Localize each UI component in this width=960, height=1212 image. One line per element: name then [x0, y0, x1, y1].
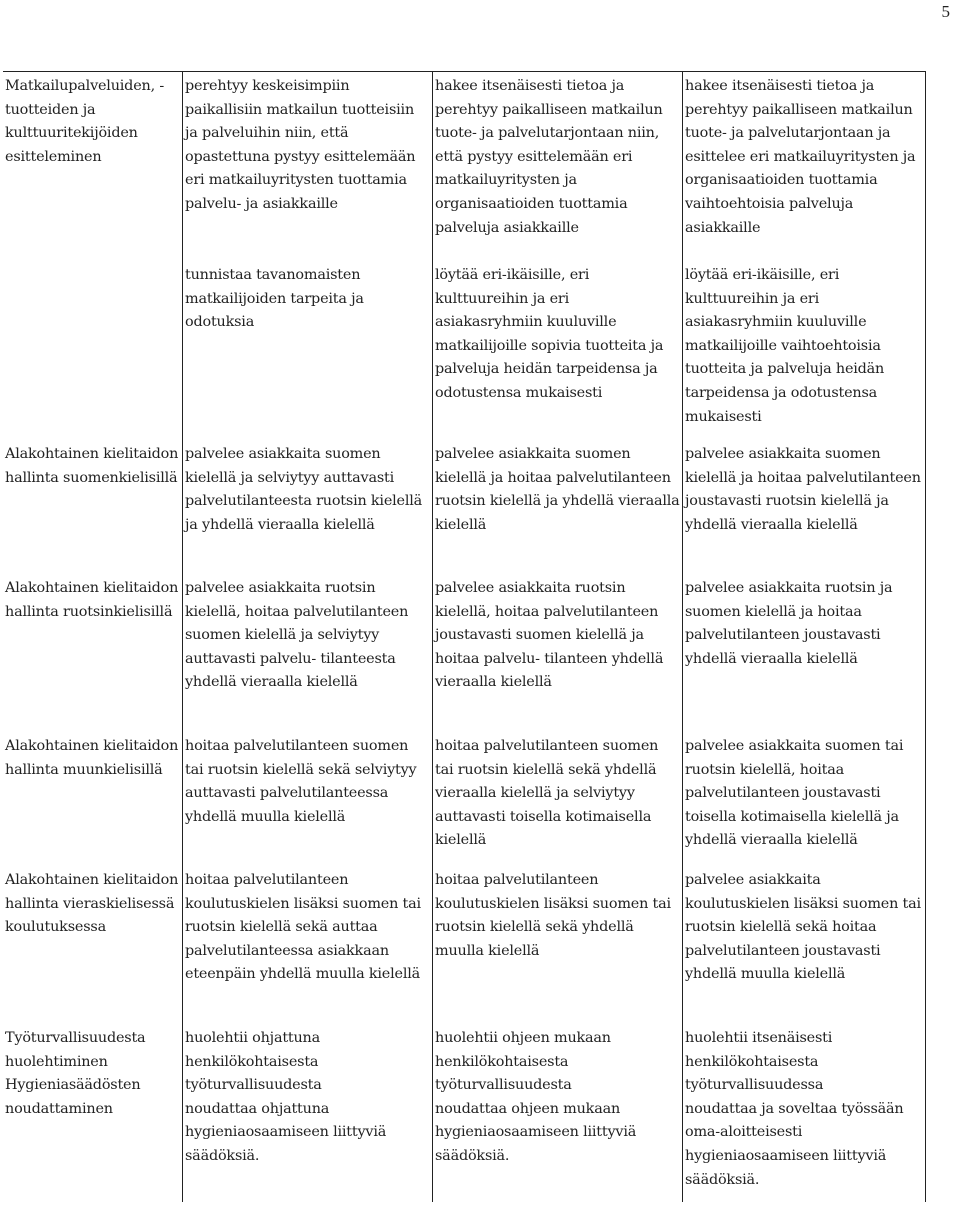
cell-level-1: hoitaa palvelutilanteen koulutuskielen lisäksi suomen tai ruotsin kielellä sekä auttaa palvelutilanteessa asiakkaan eteenpäin yhdellä muulla kielellä [183, 866, 433, 1024]
table-row [3, 866, 926, 1024]
table-row [3, 261, 926, 440]
cell-level-1: tunnistaa tavanomaisten matkailijoiden tarpeita ja odotuksia [183, 261, 433, 440]
table-row [3, 732, 926, 866]
cell-text: huolehtii itsenäisesti henkilökohtaisesta työturvallisuudessa [685, 1030, 833, 1094]
table-row [3, 72, 926, 262]
cell-level-2: hakee itsenäisesti tietoa ja perehtyy paikalliseen matkailun tuote- ja palvelutarjontaan niin, että pystyy esittelemään eri matkailuyritysten ja organisaatioiden tuottamia palveluja asiakkaille [433, 72, 683, 262]
table-row [3, 574, 926, 732]
cell-level-1: hoitaa palvelutilanteen suomen tai ruotsin kielellä sekä selviytyy auttavasti palvelutilanteessa yhdellä muulla kielellä [183, 732, 433, 866]
table-row [3, 1024, 926, 1202]
row-label [3, 261, 183, 440]
cell-text: noudattaa ja soveltaa työssään oma-aloitteisesti hygieniaosaamiseen liittyviä säädöksiä. [685, 1100, 904, 1188]
row-label: Alakohtainen kielitaidon hallinta suomenkielisillä [5, 446, 179, 486]
cell-level-3: palvelee asiakkaita suomen tai ruotsin kielellä, hoitaa palvelutilanteen joustavasti toisella kotimaisella kielellä ja yhdellä vieraalla kielellä [683, 732, 926, 866]
cell-level-3 [683, 1024, 926, 1202]
cell-level-3: palvelee asiakkaita suomen kielellä ja hoitaa palvelutilanteen joustavasti ruotsin kielellä ja yhdellä vieraalla kielellä [683, 440, 926, 574]
cell-level-3: hakee itsenäisesti tietoa ja perehtyy paikalliseen matkailun tuote- ja palvelutarjontaan ja esittelee eri matkailuyritysten ja organisaatioiden tuottamia vaihtoehtoisia palveluja asiakkaille [683, 72, 926, 262]
table-row [3, 440, 926, 574]
cell-level-2: hoitaa palvelutilanteen koulutuskielen lisäksi suomen tai ruotsin kielellä sekä yhdellä muulla kielellä [433, 866, 683, 1024]
row-label: Hygieniasäädösten noudattaminen [5, 1077, 141, 1117]
cell-level-1: palvelee asiakkaita suomen kielellä ja selviytyy auttavasti palvelutilanteesta ruotsin kielellä ja yhdellä vieraalla kielellä [183, 440, 433, 574]
cell-level-3: palvelee asiakkaita koulutuskielen lisäksi suomen tai ruotsin kielellä sekä hoitaa palvelutilanteen joustavasti yhdellä muulla kielellä [683, 866, 926, 1024]
row-label: Alakohtainen kielitaidon hallinta ruotsinkielisillä [5, 580, 179, 620]
cell-level-2: löytää eri-ikäisille, eri kulttuureihin ja eri asiakasryhmiin kuuluville matkailijoille sopivia tuotteita ja palveluja heidän tarpeidensa ja odotustensa mukaisesti [433, 261, 683, 440]
page-number: 5 [941, 2, 950, 21]
cell-text: huolehtii ohjeen mukaan henkilökohtaisesta työturvallisuudesta [435, 1030, 611, 1094]
row-label: Alakohtainen kielitaidon hallinta muunkielisillä [5, 738, 179, 778]
cell-level-2: hoitaa palvelutilanteen suomen tai ruotsin kielellä sekä yhdellä vieraalla kielellä ja selviytyy auttavasti toisella kotimaisella kielellä [433, 732, 683, 866]
cell-level-3: palvelee asiakkaita ruotsin ja suomen kielellä ja hoitaa palvelutilanteen joustavasti yhdellä vieraalla kielellä [683, 574, 926, 732]
cell-text: noudattaa ohjeen mukaan hygieniaosaamiseen liittyviä säädöksiä. [435, 1100, 637, 1164]
row-label: Alakohtainen kielitaidon hallinta vieraskielisessä koulutuksessa [5, 872, 179, 936]
cell-text: noudattaa ohjattuna hygieniaosaamiseen liittyviä säädöksiä. [185, 1100, 387, 1164]
row-label: Työturvallisuudesta huolehtiminen [5, 1030, 146, 1070]
criteria-table [3, 71, 921, 1202]
cell-level-2: palvelee asiakkaita ruotsin kielellä, hoitaa palvelutilanteen joustavasti suomen kielellä ja hoitaa palvelu- tilanteen yhdellä vieraalla kielellä [433, 574, 683, 732]
cell-level-1: perehtyy keskeisimpiin paikallisiin matkailun tuotteisiin ja palveluihin niin, että opastettuna pystyy esittelemään eri matkailuyritysten tuottamia palvelu- ja asiakkaille [183, 72, 433, 262]
cell-level-2 [433, 1024, 683, 1202]
cell-text: huolehtii ohjattuna henkilökohtaisesta työturvallisuudesta [185, 1030, 322, 1094]
cell-level-2: palvelee asiakkaita suomen kielellä ja hoitaa palvelutilanteen ruotsin kielellä ja yhdellä vieraalla kielellä [433, 440, 683, 574]
cell-level-1 [183, 1024, 433, 1202]
cell-level-3: löytää eri-ikäisille, eri kulttuureihin ja eri asiakasryhmiin kuuluville matkailijoille vaihtoehtoisia tuotteita ja palveluja heidän tarpeidensa ja odotustensa mukaisesti [683, 261, 926, 440]
row-label: Matkailupalveluiden, -tuotteiden ja kulttuuritekijöiden esitteleminen [5, 78, 164, 165]
cell-level-1: palvelee asiakkaita ruotsin kielellä, hoitaa palvelutilanteen suomen kielellä ja selviytyy auttavasti palvelu- tilanteesta yhdellä vieraalla kielellä [183, 574, 433, 732]
row-label-group [3, 1024, 183, 1202]
